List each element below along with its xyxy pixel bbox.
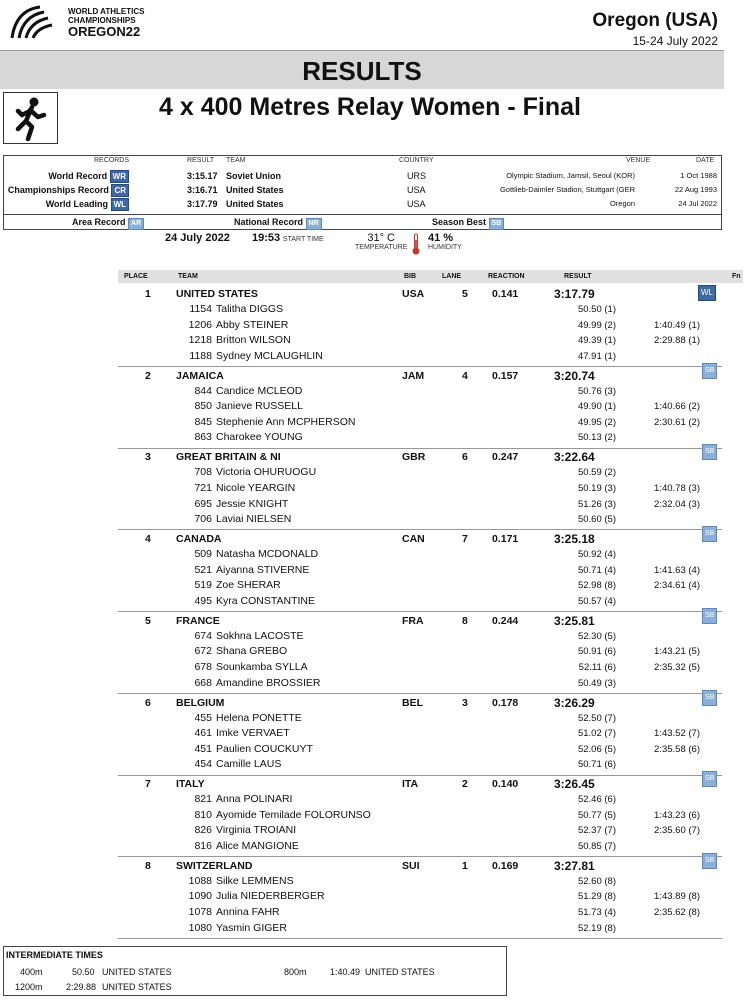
athlete-cumulative: 2:35.32 (5) (654, 661, 700, 673)
athlete-name: Laviai NIELSEN (216, 513, 292, 526)
athlete-name: Yasmin GIGER (216, 921, 287, 934)
record-result: 3:16.71 (187, 185, 218, 195)
athlete-cumulative: 2:35.62 (8) (654, 907, 700, 919)
athlete-cumulative: 2:35.60 (7) (654, 825, 700, 837)
record-country: USA (407, 185, 426, 195)
athlete-row (118, 874, 722, 890)
team-reaction: 0.141 (492, 288, 519, 300)
result-col-header: RESULT (564, 273, 592, 280)
team-result: 3:20.74 (554, 368, 595, 383)
athlete-cumulative: 2:32.04 (3) (654, 498, 700, 510)
team-code: BEL (402, 696, 423, 709)
team-col-header: TEAM (178, 273, 198, 280)
team-badge: SB (702, 526, 717, 542)
athlete-name: Paulien COUCKUYT (216, 742, 313, 755)
record-label-group (48, 169, 129, 183)
athlete-split: 50.50 (1) (577, 304, 616, 315)
athlete-cumulative: 2:34.61 (4) (654, 580, 700, 592)
reaction-header: REACTION (488, 273, 525, 280)
record-date: 1 Oct 1988 (680, 171, 717, 180)
athlete-split: 50.85 (7) (577, 840, 616, 852)
team-badge: SB (702, 363, 717, 379)
logo-line2: CHAMPIONSHIPS (68, 16, 136, 25)
team-lane: 5 (462, 288, 468, 300)
athlete-bib: 1090 (188, 890, 212, 903)
intermediate-times-box (3, 946, 507, 996)
record-result: 3:15.17 (187, 171, 218, 181)
team-lane: 1 (462, 859, 468, 872)
athlete-split: 52.98 (8) (577, 580, 616, 592)
athlete-split: 50.57 (4) (577, 595, 616, 607)
team-code: JAM (402, 369, 425, 382)
athlete-row (118, 921, 722, 937)
team-reaction: 0.244 (492, 614, 519, 627)
team-place: 1 (145, 288, 151, 300)
athlete-cumulative: 2:29.88 (1) (654, 335, 700, 347)
athlete-split: 49.90 (1) (577, 401, 616, 413)
athlete-bib: 706 (194, 513, 212, 526)
ar-badge: AR (128, 218, 144, 230)
athlete-name: Victoria OHURUOGU (216, 466, 317, 479)
team-place: 8 (145, 859, 151, 872)
team-code: CAN (402, 533, 425, 546)
inter-team: UNITED STATES (102, 967, 172, 977)
record-date: 24 Jul 2022 (678, 199, 717, 208)
athlete-split: 51.29 (8) (577, 891, 616, 903)
team-code: ITA (402, 778, 419, 791)
athlete-name: Sokhna LACOSTE (216, 629, 304, 642)
athlete-name: Imke VERVAET (216, 727, 290, 740)
record-label: World Record (48, 171, 108, 181)
athlete-row (118, 547, 722, 563)
athlete-bib: 1078 (188, 906, 212, 919)
athlete-name: Sydney MCLAUGHLIN (216, 349, 323, 362)
team-result-block (118, 857, 722, 939)
record-team: Soviet Union (226, 171, 282, 181)
team-name: GREAT BRITAIN & NI (176, 451, 281, 464)
team-result-block (118, 367, 722, 449)
athlete-cumulative: 1:43.23 (6) (654, 809, 700, 821)
team-lane: 4 (462, 369, 468, 382)
logo-text (68, 7, 144, 38)
team-result-block (118, 448, 722, 530)
record-venue: Oregon (609, 199, 635, 208)
logo-line1: WORLD ATHLETICS (68, 7, 145, 16)
team-badge: SB (702, 608, 717, 624)
athlete-row (118, 660, 722, 676)
athlete-name: Ayomide Temilade FOLORUNSO (216, 808, 371, 821)
team-header: TEAM (226, 157, 246, 164)
team-result-block (118, 612, 722, 694)
athlete-split: 52.37 (7) (577, 825, 616, 837)
team-result: 3:17.79 (554, 287, 595, 301)
athlete-name: Zoe SHERAR (216, 579, 281, 592)
athlete-split: 50.71 (4) (577, 564, 616, 576)
athlete-bib: 495 (194, 594, 212, 607)
country-header: COUNTRY (399, 157, 434, 164)
event-date: 24 July 2022 (165, 232, 230, 244)
athlete-cumulative: 2:35.58 (6) (654, 743, 700, 755)
result-header: RESULT (187, 157, 215, 164)
athlete-bib: 810 (194, 808, 212, 821)
athlete-row (118, 578, 722, 594)
sb-badge: SB (489, 218, 505, 230)
venue-header: VENUE (626, 157, 651, 164)
team-name: BELGIUM (176, 696, 225, 709)
athlete-cumulative: 1:43.21 (5) (654, 646, 700, 658)
athlete-name: Charokee YOUNG (216, 431, 303, 444)
records-legend (4, 214, 721, 229)
records-header: RECORDS (94, 157, 130, 164)
inter-dist: 800m (284, 967, 307, 977)
athlete-row (118, 497, 722, 513)
athlete-name: Natasha MCDONALD (216, 548, 319, 561)
humidity: 41 % HUMIDITY (428, 232, 462, 251)
team-result: 3:22.64 (554, 450, 595, 465)
thermometer-icon (412, 233, 420, 255)
athlete-bib: 461 (194, 727, 212, 740)
athlete-split: 50.71 (6) (577, 759, 616, 771)
inter-time: 1:40.49 (330, 967, 361, 977)
athlete-bib: 668 (194, 676, 212, 689)
record-label: World Leading (45, 199, 109, 209)
athlete-name: Kyra CONSTANTINE (216, 594, 315, 607)
team-badge: WL (698, 285, 716, 301)
athlete-row (118, 415, 722, 431)
athlete-bib: 1088 (188, 874, 212, 887)
world-athletics-logo-icon (6, 4, 62, 40)
inter-dist: 1200m (15, 982, 43, 992)
record-badge: WL (111, 198, 129, 211)
team-reaction: 0.247 (492, 451, 519, 464)
inter-team: UNITED STATES (102, 982, 172, 992)
bib-header: BIB (404, 273, 417, 280)
place-header: PLACE (124, 273, 148, 280)
athlete-split: 49.39 (1) (577, 335, 616, 347)
records-box (3, 155, 722, 230)
team-reaction: 0.178 (492, 696, 519, 709)
athlete-bib: 721 (194, 481, 212, 494)
venue-block (592, 10, 718, 48)
team-lane: 3 (462, 696, 468, 709)
athlete-row (118, 333, 722, 349)
athlete-bib: 509 (194, 548, 212, 561)
athlete-row (118, 823, 722, 839)
athlete-name: Talitha DIGGS (216, 303, 284, 315)
athlete-bib: 451 (194, 742, 212, 755)
athlete-split: 50.92 (4) (577, 549, 616, 561)
athlete-row (118, 742, 722, 758)
athlete-bib: 1154 (189, 303, 212, 315)
athlete-row (118, 302, 722, 318)
athlete-bib: 672 (194, 645, 212, 658)
team-code: FRA (402, 614, 424, 627)
athlete-bib: 1206 (188, 318, 212, 331)
event-title: 4 x 400 Metres Relay Women - Final (159, 93, 581, 121)
team-reaction: 0.140 (492, 778, 519, 791)
team-badge: SB (702, 444, 717, 460)
athlete-row (118, 430, 722, 446)
athlete-bib: 844 (194, 384, 212, 397)
record-venue: Olympic Stadium, Jamsil, Seoul (KOR) (506, 171, 635, 180)
athlete-cumulative: 1:40.49 (1) (654, 319, 700, 331)
results-banner: RESULTS (0, 50, 724, 89)
athlete-split: 50.49 (3) (577, 677, 616, 689)
team-result: 3:26.29 (554, 695, 595, 710)
inter-team: UNITED STATES (365, 967, 435, 977)
team-code: SUI (402, 859, 420, 872)
athlete-row (118, 384, 722, 400)
team-result: 3:25.18 (554, 532, 595, 547)
athlete-bib: 1080 (188, 921, 212, 934)
lane-header: LANE (442, 273, 462, 280)
record-label-group (46, 197, 129, 211)
team-lane: 7 (462, 533, 468, 546)
team-name: JAMAICA (176, 369, 224, 382)
inter-time: 50.50 (72, 967, 95, 977)
team-result: 3:25.81 (554, 613, 595, 628)
athlete-split: 50.13 (2) (577, 432, 616, 444)
athlete-row (118, 465, 722, 481)
inter-dist: 400m (20, 967, 43, 977)
team-place: 6 (145, 696, 151, 709)
team-reaction: 0.171 (492, 533, 519, 546)
athlete-split: 52.11 (6) (578, 661, 616, 673)
team-name: CANADA (176, 533, 222, 546)
athlete-row (118, 399, 722, 415)
athlete-name: Alice MANGIONE (216, 839, 299, 852)
athlete-row (118, 318, 722, 334)
athlete-cumulative: 1:41.63 (4) (654, 564, 700, 576)
nr-badge: NR (306, 218, 322, 230)
athlete-split: 50.76 (3) (577, 385, 616, 397)
athlete-split: 52.46 (6) (577, 794, 616, 806)
athlete-split: 51.26 (3) (577, 498, 616, 510)
athlete-bib: 455 (194, 711, 212, 724)
athlete-bib: 845 (194, 415, 212, 428)
athlete-row (118, 676, 722, 692)
team-lane: 6 (462, 451, 468, 464)
team-badge: SB (702, 690, 717, 706)
athlete-name: Britton WILSON (216, 334, 291, 347)
athlete-cumulative: 1:40.66 (2) (654, 401, 700, 413)
athlete-name: Julia NIEDERBERGER (216, 890, 325, 903)
athlete-row (118, 594, 722, 610)
intermediate-title: INTERMEDIATE TIMES (6, 950, 103, 960)
athlete-bib: 519 (194, 579, 212, 592)
athlete-split: 49.99 (2) (577, 319, 616, 331)
athlete-split: 52.06 (5) (577, 743, 616, 755)
athlete-cumulative: 1:43.89 (8) (654, 891, 700, 903)
team-place: 5 (145, 614, 151, 627)
athlete-split: 52.50 (7) (577, 712, 616, 724)
record-venue: Gottlieb-Daimler Stadion, Stuttgart (GER (499, 185, 635, 194)
athlete-split: 50.77 (5) (577, 809, 616, 821)
athlete-name: Camille LAUS (216, 758, 282, 771)
athlete-cumulative: 1:40.78 (3) (654, 482, 700, 494)
record-row (4, 197, 721, 211)
team-code: GBR (402, 451, 426, 464)
athlete-cumulative: 2:30.61 (2) (654, 416, 700, 428)
temperature: 31° C TEMPERATURE (355, 232, 408, 251)
team-lane: 8 (462, 614, 468, 627)
athlete-bib: 674 (194, 629, 212, 642)
athlete-name: Virginia TROIANI (216, 824, 297, 837)
team-name: SWITZERLAND (176, 859, 253, 872)
record-label: Championships Record (7, 185, 109, 195)
athlete-name: Stephenie Ann MCPHERSON (216, 415, 356, 428)
venue-dates: 15-24 July 2022 (632, 34, 718, 48)
athlete-split: 50.60 (5) (577, 514, 616, 526)
team-place: 3 (145, 451, 151, 464)
national-record-label: National Record (234, 217, 304, 227)
athlete-row (118, 629, 722, 645)
athlete-split: 52.60 (8) (577, 875, 616, 887)
team-result-block (118, 694, 722, 776)
logo-line3: OREGON22 (68, 24, 141, 39)
athlete-row (118, 905, 722, 921)
athlete-name: Aiyanna STIVERNE (216, 563, 310, 576)
athlete-split: 51.73 (4) (577, 907, 616, 919)
athlete-row (118, 512, 722, 528)
team-place: 2 (145, 369, 151, 382)
athlete-row (118, 644, 722, 660)
athlete-bib: 1218 (188, 334, 212, 347)
athlete-row (118, 711, 722, 727)
athlete-bib: 695 (194, 497, 212, 510)
team-result: 3:27.81 (554, 858, 595, 873)
results-table-header (118, 270, 743, 283)
athlete-name: Jessie KNIGHT (216, 497, 289, 510)
athlete-bib: 863 (194, 431, 212, 444)
athlete-row (118, 726, 722, 742)
athlete-name: Janieve RUSSELL (216, 400, 303, 413)
athlete-bib: 821 (194, 793, 212, 806)
athlete-split: 52.19 (8) (577, 922, 616, 934)
athlete-name: Helena PONETTE (216, 711, 302, 724)
athlete-cumulative: 1:43.52 (7) (654, 728, 700, 740)
fn-header: Fn (732, 273, 741, 280)
record-row (4, 183, 721, 197)
record-country: URS (407, 171, 427, 181)
record-country: USA (407, 199, 426, 209)
athlete-split: 52.30 (5) (577, 630, 616, 642)
athlete-row (118, 808, 722, 824)
athlete-split: 50.91 (6) (577, 646, 616, 658)
team-place: 7 (145, 778, 151, 791)
inter-time: 2:29.88 (66, 982, 97, 992)
athlete-bib: 678 (194, 660, 212, 673)
athlete-name: Silke LEMMENS (216, 874, 294, 887)
athlete-split: 49.95 (2) (577, 416, 616, 428)
team-badge: SB (702, 771, 717, 787)
record-badge: CR (111, 184, 129, 197)
athlete-bib: 850 (194, 400, 212, 413)
athlete-row (118, 349, 722, 365)
athlete-bib: 454 (194, 758, 212, 771)
athlete-row (118, 792, 722, 808)
athlete-name: Shana GREBO (216, 645, 288, 658)
area-record-label: Area Record (72, 217, 126, 227)
season-best-label: Season Best (432, 217, 487, 227)
team-result-block (118, 530, 722, 612)
athlete-name: Amandine BROSSIER (216, 676, 321, 689)
athlete-bib: 521 (194, 563, 212, 576)
athlete-name: Sounkamba SYLLA (216, 660, 308, 673)
team-badge: SB (702, 853, 717, 869)
team-place: 4 (145, 533, 151, 546)
team-reaction: 0.169 (492, 859, 519, 872)
athlete-bib: 1188 (189, 349, 212, 362)
record-team: United States (226, 185, 284, 195)
athlete-row (118, 889, 722, 905)
record-result: 3:17.79 (187, 199, 218, 209)
runner-icon (3, 92, 58, 144)
athlete-split: 47.91 (1) (577, 350, 616, 362)
athlete-row (118, 481, 722, 497)
athlete-name: Abby STEINER (216, 318, 289, 331)
venue-city: Oregon (USA) (592, 10, 718, 31)
team-code: USA (402, 288, 425, 300)
athlete-name: Candice MCLEOD (216, 384, 303, 397)
date-header: DATE (696, 157, 715, 164)
athlete-split: 51.02 (7) (577, 728, 616, 740)
athlete-bib: 708 (194, 466, 212, 479)
athlete-bib: 816 (194, 839, 212, 852)
team-reaction: 0.157 (492, 369, 519, 382)
record-team: United States (226, 199, 284, 209)
start-time: 19:53 START TIME (252, 232, 324, 244)
athlete-name: Nicole YEARGIN (216, 481, 296, 494)
team-name: FRANCE (176, 614, 220, 627)
athlete-split: 50.59 (2) (577, 467, 616, 479)
record-date: 22 Aug 1993 (674, 185, 717, 194)
athlete-split: 50.19 (3) (577, 482, 616, 494)
athlete-bib: 826 (194, 824, 212, 837)
record-row (4, 169, 721, 183)
team-lane: 2 (462, 778, 468, 791)
athlete-name: Annina FAHR (216, 906, 280, 919)
athlete-row (118, 563, 722, 579)
athlete-row (118, 839, 722, 855)
team-result-block (118, 285, 722, 367)
team-result: 3:26.45 (554, 777, 595, 792)
team-result-block (118, 775, 722, 857)
athlete-name: Anna POLINARI (216, 793, 293, 806)
record-badge: WR (110, 170, 129, 183)
athlete-row (118, 757, 722, 773)
team-name: ITALY (176, 778, 205, 791)
team-name: UNITED STATES (176, 288, 258, 300)
record-label-group (8, 183, 129, 197)
